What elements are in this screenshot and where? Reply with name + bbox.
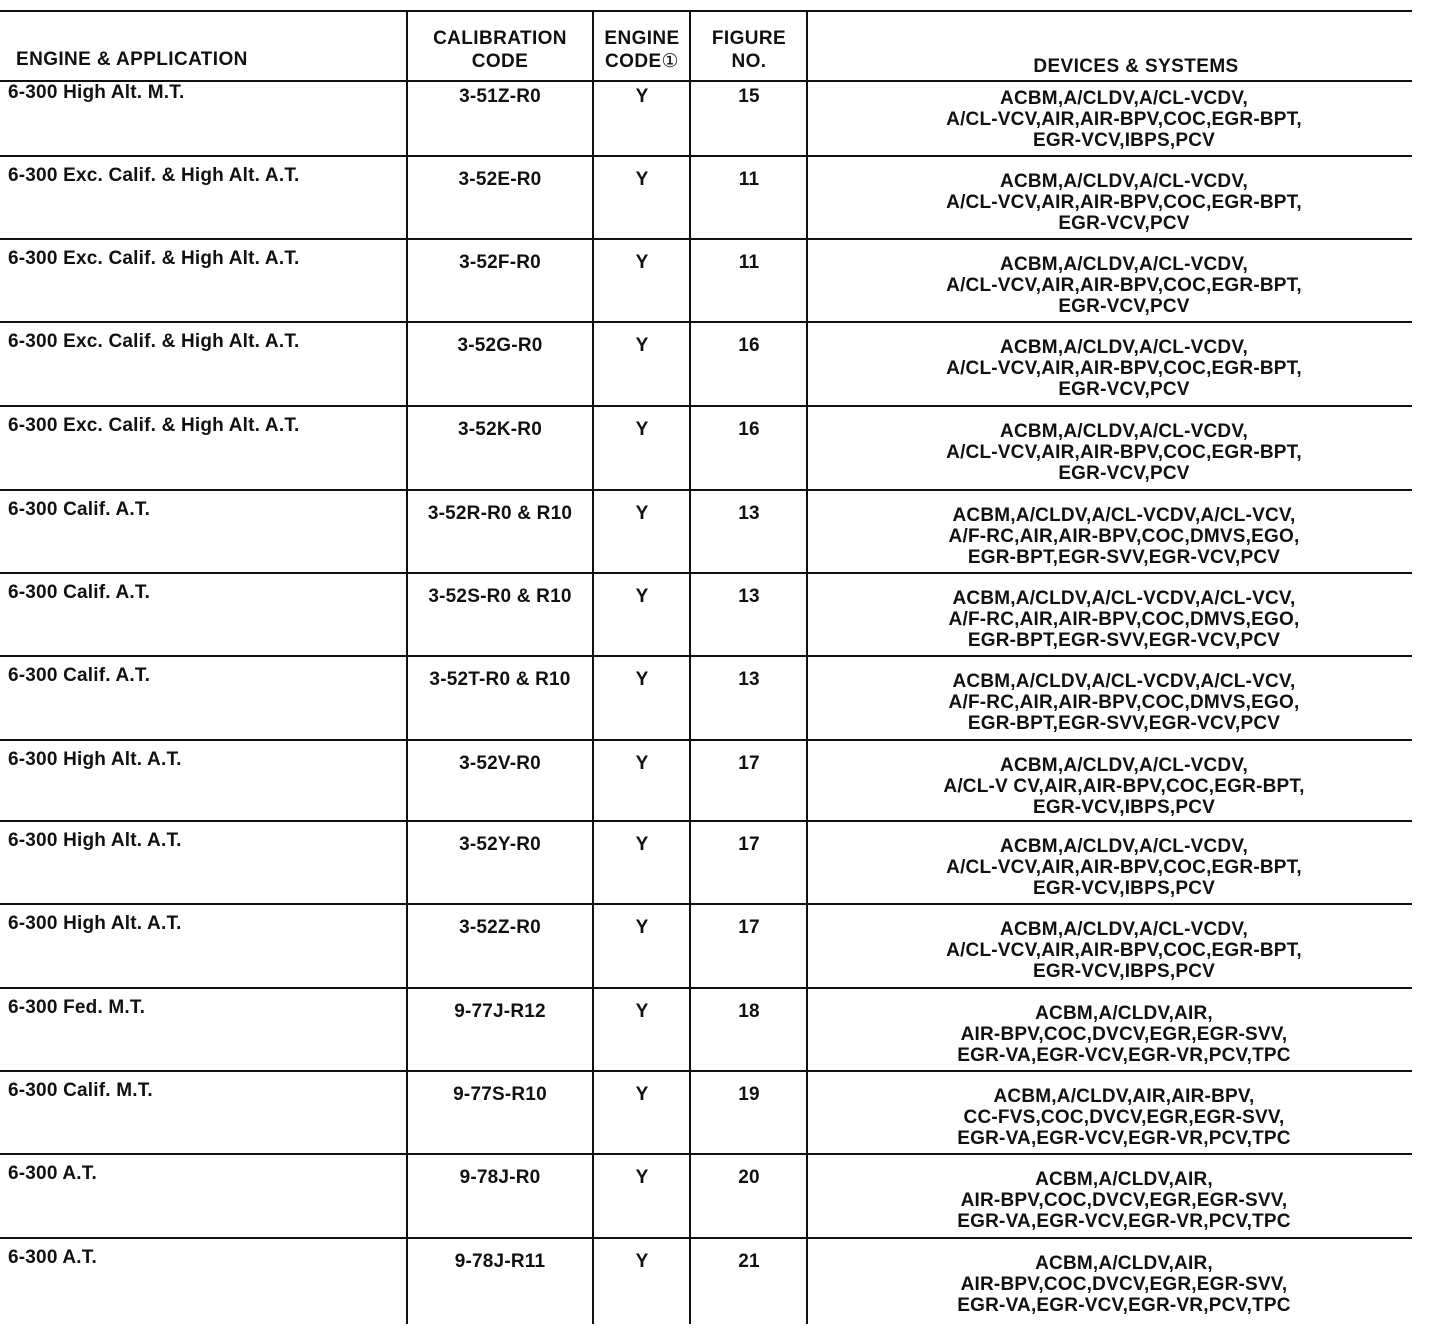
engine-code-cell: Y <box>635 669 649 690</box>
calibration-code-cell: 3-52Z-R0 <box>459 917 541 938</box>
header-engine-code-line2: CODE <box>605 51 662 72</box>
engine-application-cell: 6-300 Calif. A.T. <box>8 665 151 686</box>
engine-code-cell: Y <box>635 1001 649 1022</box>
footnote-marker: ① <box>661 51 679 72</box>
engine-code-cell: Y <box>635 86 649 107</box>
row-separator <box>0 238 1412 240</box>
column-divider-engine-code <box>592 12 594 1324</box>
devices-systems-cell: ACBM,A/CLDV,A/CL-VCDV, A/CL-VCV,AIR,AIR-BPV,COC,EGR-BPT, EGR-VCV,PCV <box>946 171 1302 234</box>
row-separator <box>0 155 1412 157</box>
devices-systems-cell: ACBM,A/CLDV,A/CL-VCDV, A/CL-VCV,AIR,AIR-BPV,COC,EGR-BPT, EGR-VCV,PCV <box>946 337 1302 400</box>
devices-systems-cell: ACBM,A/CLDV,AIR, AIR-BPV,COC,DVCV,EGR,EGR-SVV, EGR-VA,EGR-VCV,EGR-VR,PCV,TPC <box>957 1169 1291 1232</box>
row-separator <box>0 1070 1412 1072</box>
engine-code-cell: Y <box>635 419 649 440</box>
row-separator <box>0 820 1412 822</box>
engine-code-cell: Y <box>635 169 649 190</box>
row-separator <box>0 1153 1412 1155</box>
engine-code-cell: Y <box>635 1251 649 1272</box>
engine-application-cell: 6-300 High Alt. A.T. <box>8 913 182 934</box>
header-engine-code-line1: ENGINE <box>604 28 680 49</box>
figure-no-cell: 21 <box>738 1251 760 1272</box>
figure-no-cell: 17 <box>738 834 760 855</box>
engine-code-cell: Y <box>635 503 649 524</box>
devices-systems-cell: ACBM,A/CLDV,A/CL-VCDV, A/CL-VCV,AIR,AIR-BPV,COC,EGR-BPT, EGR-VCV,IBPS,PCV <box>946 919 1302 982</box>
calibration-code-cell: 9-77J-R12 <box>454 1001 546 1022</box>
engine-application-cell: 6-300 Fed. M.T. <box>8 997 146 1018</box>
figure-no-cell: 17 <box>738 753 760 774</box>
row-separator <box>0 655 1412 657</box>
column-divider-calibration <box>406 12 408 1324</box>
calibration-code-cell: 3-52S-R0 & R10 <box>428 586 572 607</box>
engine-application-cell: 6-300 A.T. <box>8 1247 97 1268</box>
header-figure-line1: FIGURE <box>711 28 787 49</box>
figure-no-cell: 13 <box>738 586 760 607</box>
figure-no-cell: 16 <box>738 419 760 440</box>
row-separator <box>0 739 1412 741</box>
engine-application-cell: 6-300 Calif. A.T. <box>8 499 151 520</box>
calibration-code-cell: 3-52E-R0 <box>458 169 542 190</box>
devices-systems-cell: ACBM,A/CLDV,AIR, AIR-BPV,COC,DVCV,EGR,EGR-SVV, EGR-VA,EGR-VCV,EGR-VR,PCV,TPC <box>957 1253 1291 1316</box>
engine-application-cell: 6-300 High Alt. A.T. <box>8 830 182 851</box>
engine-code-cell: Y <box>635 917 649 938</box>
row-separator <box>0 572 1412 574</box>
engine-application-cell: 6-300 High Alt. A.T. <box>8 749 182 770</box>
row-separator <box>0 987 1412 989</box>
engine-application-cell: 6-300 Exc. Calif. & High Alt. A.T. <box>8 248 300 269</box>
figure-no-cell: 17 <box>738 917 760 938</box>
engine-code-cell: Y <box>635 834 649 855</box>
figure-no-cell: 18 <box>738 1001 760 1022</box>
header-calibration-line1: CALIBRATION <box>433 28 567 49</box>
calibration-code-cell: 3-52G-R0 <box>457 335 543 356</box>
figure-no-cell: 11 <box>738 169 760 190</box>
calibration-code-cell: 3-52F-R0 <box>459 252 541 273</box>
header-figure-no <box>692 27 806 73</box>
devices-systems-cell: ACBM,A/CLDV,A/CL-VCDV, A/CL-VCV,AIR,AIR-BPV,COC,EGR-BPT, EGR-VCV,PCV <box>946 421 1302 484</box>
engine-code-cell: Y <box>635 1084 649 1105</box>
calibration-code-cell: 3-52V-R0 <box>459 753 541 774</box>
figure-no-cell: 11 <box>738 252 760 273</box>
devices-systems-cell: ACBM,A/CLDV,A/CL-VCDV, A/CL-VCV,AIR,AIR-BPV,COC,EGR-BPT, EGR-VCV,IBPS,PCV <box>946 836 1302 899</box>
engine-code-cell: Y <box>635 252 649 273</box>
engine-code-cell: Y <box>635 586 649 607</box>
calibration-code-cell: 3-52K-R0 <box>458 419 542 440</box>
engine-application-cell: 6-300 Exc. Calif. & High Alt. A.T. <box>8 165 300 186</box>
header-calibration-code <box>410 27 590 73</box>
header-figure-line2: NO. <box>731 51 767 72</box>
calibration-code-cell: 3-52T-R0 & R10 <box>429 669 571 690</box>
header-rule <box>0 80 1412 82</box>
devices-systems-cell: ACBM,A/CLDV,A/CL-VCDV, A/CL-VCV,AIR,AIR-BPV,COC,EGR-BPT, EGR-VCV,PCV <box>946 254 1302 317</box>
devices-systems-cell: ACBM,A/CLDV,A/CL-VCDV,A/CL-VCV, A/F-RC,AIR,AIR-BPV,COC,DMVS,EGO, EGR-BPT,EGR-SVV,EGR-VCV,PCV <box>948 505 1300 568</box>
devices-systems-cell: ACBM,A/CLDV,A/CL-VCDV,A/CL-VCV, A/F-RC,AIR,AIR-BPV,COC,DMVS,EGO, EGR-BPT,EGR-SVV,EGR-VCV,PCV <box>948 671 1300 734</box>
header-engine-code-line2-wrap <box>594 50 690 73</box>
engine-code-cell: Y <box>635 335 649 356</box>
calibration-code-cell: 9-78J-R0 <box>459 1167 541 1188</box>
calibration-code-cell: 9-77S-R10 <box>453 1084 547 1105</box>
column-divider-figure <box>689 12 691 1324</box>
engine-application-cell: 6-300 Exc. Calif. & High Alt. A.T. <box>8 415 300 436</box>
figure-no-cell: 20 <box>738 1167 760 1188</box>
engine-application-cell: 6-300 High Alt. M.T. <box>8 82 185 103</box>
engine-application-cell: 6-300 A.T. <box>8 1163 97 1184</box>
devices-systems-cell: ACBM,A/CLDV,AIR, AIR-BPV,COC,DVCV,EGR,EGR-SVV, EGR-VA,EGR-VCV,EGR-VR,PCV,TPC <box>957 1003 1291 1066</box>
calibration-code-cell: 3-52Y-R0 <box>459 834 541 855</box>
header-engine-code <box>594 27 690 73</box>
figure-no-cell: 15 <box>738 86 760 107</box>
figure-no-cell: 19 <box>738 1084 760 1105</box>
engine-code-cell: Y <box>635 753 649 774</box>
devices-systems-cell: ACBM,A/CLDV,A/CL-VCDV, A/CL-VCV,AIR,AIR-BPV,COC,EGR-BPT, EGR-VCV,IBPS,PCV <box>946 88 1302 151</box>
header-calibration-line2: CODE <box>471 51 529 72</box>
row-separator <box>0 405 1412 407</box>
figure-no-cell: 13 <box>738 669 760 690</box>
row-separator <box>0 1237 1412 1239</box>
row-separator <box>0 489 1412 491</box>
calibration-code-cell: 3-52R-R0 & R10 <box>427 503 573 524</box>
figure-no-cell: 16 <box>738 335 760 356</box>
figure-no-cell: 13 <box>738 503 760 524</box>
devices-systems-cell: ACBM,A/CLDV,A/CL-VCDV, A/CL-V CV,AIR,AIR-BPV,COC,EGR-BPT, EGR-VCV,IBPS,PCV <box>943 755 1305 818</box>
engine-code-cell: Y <box>635 1167 649 1188</box>
calibration-code-cell: 9-78J-R11 <box>454 1251 546 1272</box>
engine-application-cell: 6-300 Calif. A.T. <box>8 582 151 603</box>
engine-application-cell: 6-300 Calif. M.T. <box>8 1080 153 1101</box>
devices-systems-cell: ACBM,A/CLDV,A/CL-VCDV,A/CL-VCV, A/F-RC,AIR,AIR-BPV,COC,DMVS,EGO, EGR-BPT,EGR-SVV,EGR-VCV,PCV <box>948 588 1300 651</box>
header-engine-application: ENGINE & APPLICATION <box>16 49 248 70</box>
row-separator <box>0 903 1412 905</box>
calibration-code-cell: 3-51Z-R0 <box>459 86 541 107</box>
row-separator <box>0 321 1412 323</box>
top-rule <box>0 10 1412 12</box>
engine-application-cell: 6-300 Exc. Calif. & High Alt. A.T. <box>8 331 300 352</box>
header-devices-systems: DEVICES & SYSTEMS <box>1033 56 1239 77</box>
devices-systems-cell: ACBM,A/CLDV,AIR,AIR-BPV, CC-FVS,COC,DVCV,EGR,EGR-SVV, EGR-VA,EGR-VCV,EGR-VR,PCV,TPC <box>957 1086 1291 1149</box>
